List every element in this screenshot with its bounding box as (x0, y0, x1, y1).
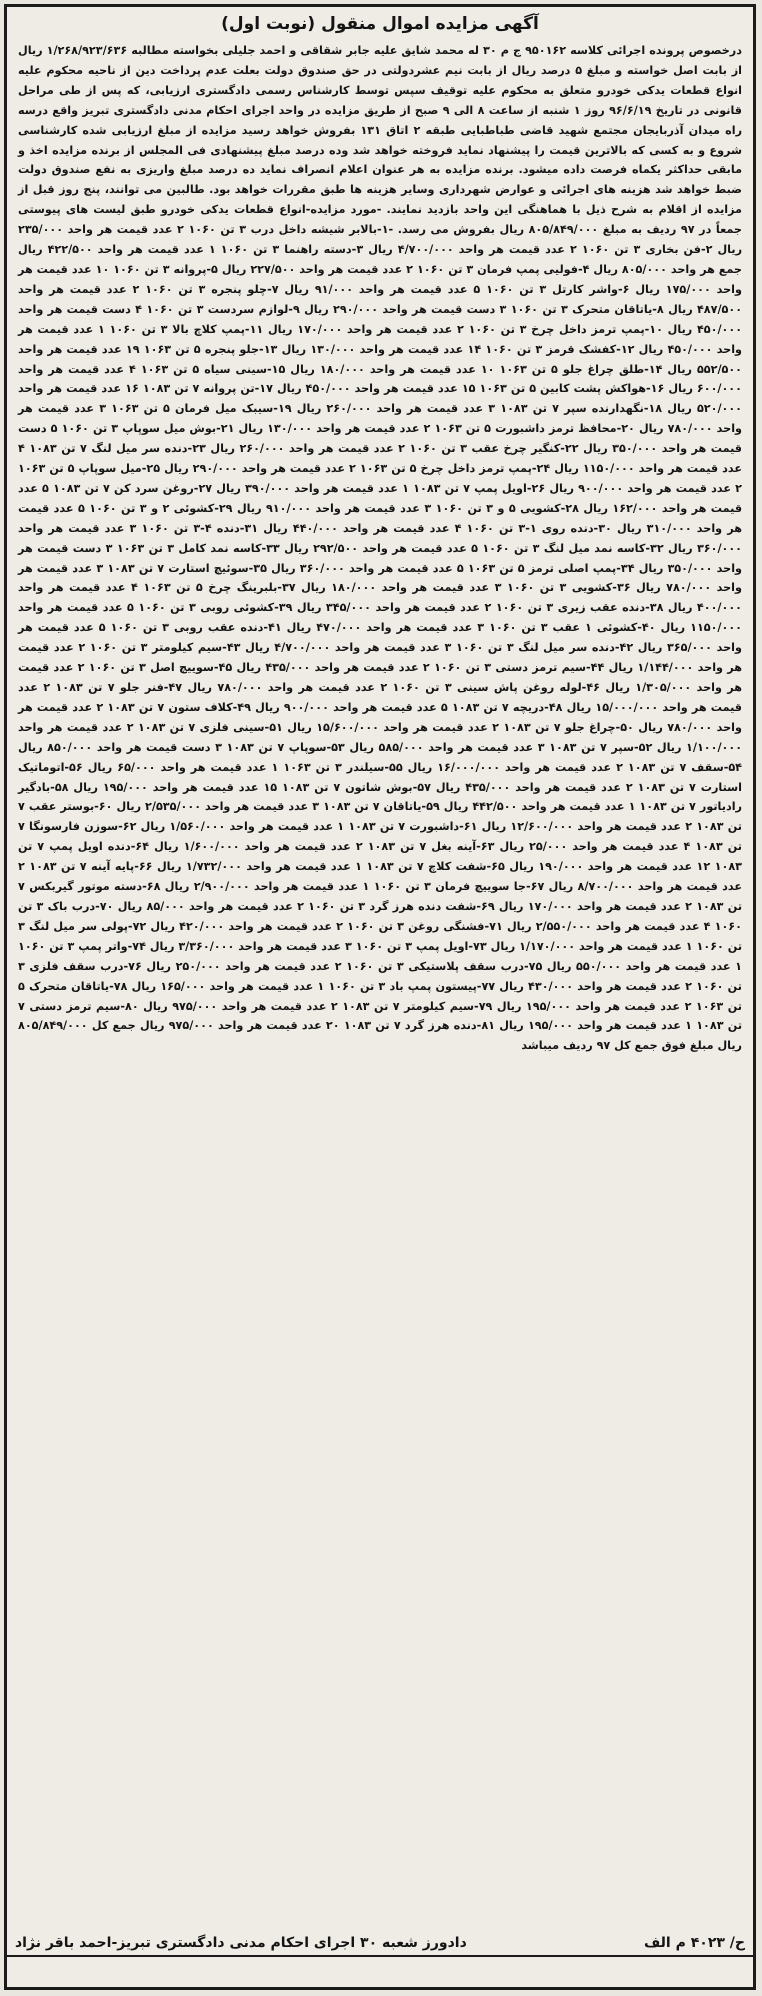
notice-sheet (4, 4, 756, 1990)
notice-title: آگهی مزایده اموال منقول (نوبت اول) (221, 14, 539, 34)
footer-signature: دادورز شعبه ۳۰ اجرای احکام مدنی دادگستری تبریز-احمد باقر نژاد (15, 1935, 467, 1951)
notice-body (7, 41, 753, 1889)
notice-body-text: درخصوص پرونده اجرائی کلاسه ۹۵۰۱۶۲ ج م ۳۰ له محمد شایق علیه جابر شقاقی و احمد جلیلی بخواسته مطالبه ۱/۲۶۸/۹۲۳/۶۳۶ ریال از بابت اصل خواسته و مبلغ ۵ درصد ریال از بابت نیم عشردولتی در حق صندوق دولت بعلت عدم پرداخت دین از ناحیه محکوم علیه انواع قطعات یدکی خودرو متعلق به محکوم علیه توقیف سپس توسط کارشناس رسمی دادگستری ارزیابی، که پس از طی مراحل قانونی در تاریخ ۹۶/۶/۱۹ روز ۱ شنبه از ساعت ۸ الی ۹ صبح از طریق مزایده در واحد اجرای احکام مدنی دادگستری تبریز واقع درسه راه میدان آذربایجان مجتمع شهید قاضی طباطبایی طبقه ۲ اتاق ۱۳۱ بفروش خواهد رسید مزایده از مبلغ ارزیابی شده کارشناسی شروع و به کسی که بالاترین قیمت را پیشنهاد نماید فروخته خواهد شد وده درصد مبلغ پیشنهادی فی المجلس از برنده مزایده اخذ و مابقی حداکثر یکماه فرصت داده میشود. برنده مزایده به هر عنوان اعلام انصراف نماید ده درصد مبلغ واریزی به نفع صندوق دولت ضبط خواهد شد هزینه های اجرائی و عوارض شهرداری وسایر هزینه ها طبق مقررات خواهد بود. طالبین می توانند، پنج روز قبل از مزایده از اقلام به شرح ذیل با هماهنگی این واحد بازدید نمایند. -مورد مزایده-انواع قطعات یدکی خودرو طبق لیست های پیوستی جمعاً در ۹۷ ردیف به مبلغ ۸۰۵/۸۴۹/۰۰۰ ریال بفروش می رسد. -۱-بالابر شیشه داخل درب ۳ تن ۱۰۶۰ ۲ عدد قیمت هر واحد ۲۳۵/۰۰۰ ریال ۲-فن بخاری ۳ تن ۱۰۶۰ ۲ عدد قیمت هر واحد ۴/۷۰۰/۰۰۰ ریال ۳-دسته راهنما ۳ تن ۱۰۶۰ ۱ عدد قیمت هر واحد ۴۲۲/۵۰۰ ریال جمع هر واحد ۸۰۵/۰۰۰ ریال ۴-فولیی پمپ فرمان ۳ تن ۱۰۶۰ ۲ عدد قیمت هر واحد ۲۲۷/۵۰۰ ریال ۵-پروانه ۳ تن ۱۰۶۰ ۱۰ عدد قیمت هر واحد ۱۷۵/۰۰۰ ریال ۶-واشر کارتل ۳ تن ۱۰۶۰ ۵ عدد قیمت هر واحد ۹۱/۰۰۰ ریال ۷-چلو پنجره ۳ تن ۱۰۶۰ ۲ عدد قیمت هر واحد ۴۸۷/۵۰۰ ریال ۸-یاتاقان متحرک ۳ تن ۱۰۶۰ ۳ دست قیمت هر واحد ۲۹۰/۰۰۰ ریال ۹-لوازم سردست ۳ تن ۱۰۶۰ ۴ دست قیمت هر واحد ۴۵۰/۰۰۰ ریال ۱۰-پمپ ترمز داخل چرخ ۳ تن ۱۰۶۰ ۲ عدد قیمت هر واحد ۱۷۰/۰۰۰ ریال ۱۱-پمپ کلاچ بالا ۳ تن ۱۰۶۰ ۱ عدد قیمت هر واحد ۴۵۰/۰۰۰ ریال ۱۲-کفشک قرمز ۳ تن ۱۰۶۰ ۱۴ عدد قیمت هر واحد ۱۳۰/۰۰۰ ریال ۱۳-جلو پنجره ۵ تن ۱۰۶۳ ۱۹ عدد قیمت هر واحد ۵۵۲/۵۰۰ ریال ۱۴-طلق چراغ جلو ۵ تن ۱۰۶۳ ۱۰ عدد قیمت هر واحد ۱۸۰/۰۰۰ ریال ۱۵-سینی سیاه ۵ تن ۱۰۶۳ ۴ عدد قیمت هر واحد ۶۰۰/۰۰۰ ریال ۱۶-هواکش پشت کابین ۵ تن ۱۰۶۳ ۱۵ عدد قیمت هر واحد ۴۵۰/۰۰۰ ریال ۱۷-تن پروانه ۷ تن ۱۰۸۳ ۱۶ عدد قیمت هر واحد ۵۲۰/۰۰۰ ریال ۱۸-نگهدارنده سپر ۷ تن ۱۰۸۳ ۳ عدد قیمت هر واحد ۲۶۰/۰۰۰ ریال ۱۹-سیبک میل فرمان ۵ تن ۱۰۶۳ ۳ عدد قیمت هر واحد ۷۸۰/۰۰۰ ریال ۲۰-محافظ ترمز داشبورت ۵ تن ۱۰۶۳ ۲ عدد قیمت هر واحد ۱۳۰/۰۰۰ ریال ۲۱-بوش میل سوپاپ ۳ تن ۱۰۶۰ ۵ دست قیمت هر واحد ۳۵۰/۰۰۰ ریال ۲۲-کنگیر چرخ عقب ۳ تن ۱۰۶۰ ۲ عدد قیمت هر واحد ۲۶۰/۰۰۰ ریال ۲۳-دنده سر میل لنگ ۷ تن ۱۰۸۳ ۴ عدد قیمت هر واحد ۱۱۵۰/۰۰۰ ریال ۲۴-پمپ ترمز داخل چرخ ۵ تن ۱۰۶۳ ۲ عدد قیمت هر واحد ۲۹۰/۰۰۰ ریال ۲۵-میل سوپاپ ۵ تن ۱۰۶۳ ۲ عدد قیمت هر واحد ۹۰۰/۰۰۰ ریال ۲۶-اویل پمپ ۷ تن ۱۰۸۳ ۱ عدد قیمت هر واحد ۳۹۰/۰۰۰ ریال ۲۷-روغن سرد کن ۷ تن ۱۰۸۳ ۵ عدد قیمت هر واحد ۱۶۲/۰۰۰ ریال ۲۸-کشویی ۵ و ۳ تن ۱۰۶۰ ۳ عدد قیمت هر واحد ۹۱۰/۰۰۰ ریال ۲۹-کشوئی ۲ و ۳ تن ۱۰۶۰ ۵ عدد قیمت هر واحد ۳۱۰/۰۰۰ ریال ۳۰-دنده روی ۱-۳ تن ۱۰۶۰ ۴ عدد قیمت هر واحد ۴۴۰/۰۰۰ ریال ۳۱-دنده ۴-۳ تن ۱۰۶۰ ۳ عدد قیمت هر واحد ۳۶۰/۰۰۰ ریال ۳۲-کاسه نمد میل لنگ ۳ تن ۱۰۶۰ ۵ عدد قیمت هر واحد ۲۹۲/۵۰۰ ریال ۳۳-کاسه نمد کامل ۳ تن ۱۰۶۳ ۳ دست قیمت هر واحد ۳۵۰/۰۰۰ ریال ۳۴-پمپ اصلی ترمز ۵ تن ۱۰۶۳ ۵ عدد قیمت هر واحد ۳۶۰/۰۰۰ ریال ۳۵-سوئیچ استارت ۷ تن ۱۰۸۳ ۳ عدد قیمت هر واحد ۷۸۰/۰۰۰ ریال ۳۶-کشویی ۳ تن ۱۰۶۰ ۳ عدد قیمت هر واحد ۱۸۰/۰۰۰ ریال ۳۷-بلبرینگ چرخ ۵ تن ۱۰۶۳ ۴ عدد قیمت هر واحد ۴۰۰/۰۰۰ ریال ۳۸-دنده عقب زیری ۳ تن ۱۰۶۰ ۲ عدد قیمت هر واحد ۳۴۵/۰۰۰ ریال ۳۹-کشوئی روبی ۳ تن ۱۰۶۰ ۵ عدد قیمت هر واحد ۱۱۵۰/۰۰۰ ریال ۴۰-کشوئی ۱ عقب ۳ تن ۱۰۶۰ ۳ عدد قیمت هر واحد ۴۷۰/۰۰۰ ریال ۴۱-دنده عقب روبی ۳ تن ۱۰۶۰ ۵ عدد قیمت هر واحد ۳۶۵/۰۰۰ ریال ۴۲-دنده سر میل لنگ ۳ تن ۱۰۶۰ ۳ عدد قیمت هر واحد ۴/۷۰۰/۰۰۰ ریال ۴۳-سیم کیلومتر ۳ تن ۱۰۶۰ ۲ عدد قیمت هر واحد ۱/۱۴۴/۰۰۰ ریال ۴۴-سیم ترمز دستی ۳ تن ۱۰۶۰ ۲ عدد قیمت هر واحد ۴۳۵/۰۰۰ ریال ۴۵-سوییچ اصل ۳ تن ۱۰۶۰ ۲ عدد قیمت هر واحد ۱/۳۰۵/۰۰۰ ریال ۴۶-لوله روغن پاش سینی ۳ تن ۱۰۶۰ ۲ عدد قیمت هر واحد ۷۸۰/۰۰۰ ریال ۴۷-فنر جلو ۷ تن ۱۰۸۳ ۲ عدد قیمت هر واحد ۱۵/۰۰۰/۰۰۰ ریال ۴۸-دریچه ۷ تن ۱۰۸۳ ۵ عدد قیمت هر واحد ۹۰۰/۰۰۰ ریال ۴۹-کلاف ستون ۷ تن ۱۰۸۳ ۲ عدد قیمت هر واحد ۷۸۰/۰۰۰ ریال ۵۰-چراغ جلو ۷ تن ۱۰۸۳ ۲ عدد قیمت هر واحد ۱۵/۶۰۰/۰۰۰ ریال ۵۱-سینی فلزی ۷ تن ۱۰۸۳ ۲ عدد قیمت هر واحد ۱/۱۰۰/۰۰۰ ریال ۵۲-سپر ۷ تن ۱۰۸۳ ۳ عدد قیمت هر واحد ۵۸۵/۰۰۰ ریال ۵۳-سوپاپ ۷ تن ۱۰۸۳ ۳ دست قیمت هر واحد ۸۵۰/۰۰۰ ریال ۵۴-سقف ۷ تن ۱۰۸۳ ۲ عدد قیمت هر واحد ۱۶/۰۰۰/۰۰۰ ریال ۵۵-سیلندر ۳ تن ۱۰۶۳ ۱ عدد قیمت هر واحد ۶۵/۰۰۰ ریال ۵۶-اتوماتیک استارت ۷ تن ۱۰۸۳ ۲ عدد قیمت هر واحد ۴۳۵/۰۰۰ ریال ۵۷-بوش شاتون ۷ تن ۱۰۸۳ ۱۵ عدد قیمت هر واحد ۱۹۵/۰۰۰ ریال ۵۸-بادگیر رادیاتور ۷ تن ۱۰۸۳ ۱ عدد قیمت هر واحد ۴۴۲/۵۰۰ ریال ۵۹-یاتاقان ۷ تن ۱۰۸۳ ۳ عدد قیمت هر واحد ۲/۵۳۵/۰۰۰ ریال ۶۰-بوستر عقب ۷ تن ۱۰۸۳ ۲ عدد قیمت هر واحد ۱۲/۶۰۰/۰۰۰ ریال ۶۱-داشبورت ۷ تن ۱۰۸۳ ۱ عدد قیمت هر واحد ۱/۵۶۰/۰۰۰ ریال ۶۲-سوزن فارسونگا ۷ تن ۱۰۸۳ ۴ عدد قیمت هر واحد ۲۵/۰۰۰ ریال ۶۳-آینه بغل ۷ تن ۱۰۸۳ ۲ عدد قیمت هر واحد ۱/۶۰۰/۰۰۰ ریال ۶۴-دنده اویل پمپ ۷ تن ۱۰۸۳ ۱۲ عدد قیمت هر واحد ۱۹۰/۰۰۰ ریال ۶۵-شفت کلاچ ۷ تن ۱۰۸۳ ۱ عدد قیمت هر واحد ۱/۷۳۲/۰۰۰ ریال ۶۶-پایه آینه ۷ تن ۱۰۸۳ ۲ عدد قیمت هر واحد ۸/۷۰۰/۰۰۰ ریال ۶۷-جا سوییچ فرمان ۳ تن ۱۰۶۰ ۱ عدد قیمت هر واحد ۲/۹۰۰/۰۰۰ ریال ۶۸-دسته موتور گیربکس ۷ تن ۱۰۸۳ ۲ عدد قیمت هر واحد ۱۷۰/۰۰۰ ریال ۶۹-شفت دنده هرز گرد ۳ تن ۱۰۶۰ ۲ عدد قیمت هر واحد ۸۵/۰۰۰ ریال ۷۰-درب باک ۳ تن ۱۰۶۰ ۴ عدد قیمت هر واحد ۲/۵۵۰/۰۰۰ ریال ۷۱-فشنگی روغن ۳ تن ۱۰۶۰ ۲ عدد قیمت هر واحد ۴۲۰/۰۰۰ ریال ۷۲-پولی سر میل لنگ ۳ تن ۱۰۶۰ ۱ عدد قیمت هر واحد ۱/۱۷۰/۰۰۰ ریال ۷۳-اویل پمپ ۳ تن ۱۰۶۰ ۳ عدد قیمت هر واحد ۳/۳۶۰/۰۰۰ ریال ۷۴-واتر پمپ ۳ تن ۱۰۶۰ ۱ عدد قیمت هر واحد ۵۵۰/۰۰۰ ریال ۷۵-درب سقف پلاستیکی ۳ تن ۱۰۶۰ ۲ عدد قیمت هر واحد ۲۵۰/۰۰۰ ریال ۷۶-درب سقف فلزی ۳ تن ۱۰۶۰ ۲ عدد قیمت هر واحد ۴۳۰/۰۰۰ ریال ۷۷-پیستون پمپ باد ۳ تن ۱۰۶۰ ۱ عدد قیمت هر واحد ۱۶۵/۰۰۰ ریال ۷۸-یاتاقان متحرک ۵ تن ۱۰۶۳ ۲ عدد قیمت هر واحد ۱۹۵/۰۰۰ ریال ۷۹-سیم کیلومتر ۷ تن ۱۰۸۳ ۲ عدد قیمت هر واحد ۹۷۵/۰۰۰ ریال ۸۰-سیم ترمز دستی ۷ تن ۱۰۸۳ ۱ عدد قیمت هر واحد ۱۹۵/۰۰۰ ریال ۸۱-دنده هرز گرد ۷ تن ۱۰۸۳ ۲۰ عدد قیمت هر واحد ۹۷۵/۰۰۰ ریال جمع کل ۸۰۵/۸۴۹/۰۰۰ ریال مبلغ فوق جمع کل ۹۷ ردیف میباشد (18, 44, 743, 1053)
footer-code: ح/ ۴۰۲۳ م الف (643, 1935, 745, 1951)
notice-footer (15, 1935, 745, 1951)
clipped-next-notice (7, 1955, 753, 1987)
